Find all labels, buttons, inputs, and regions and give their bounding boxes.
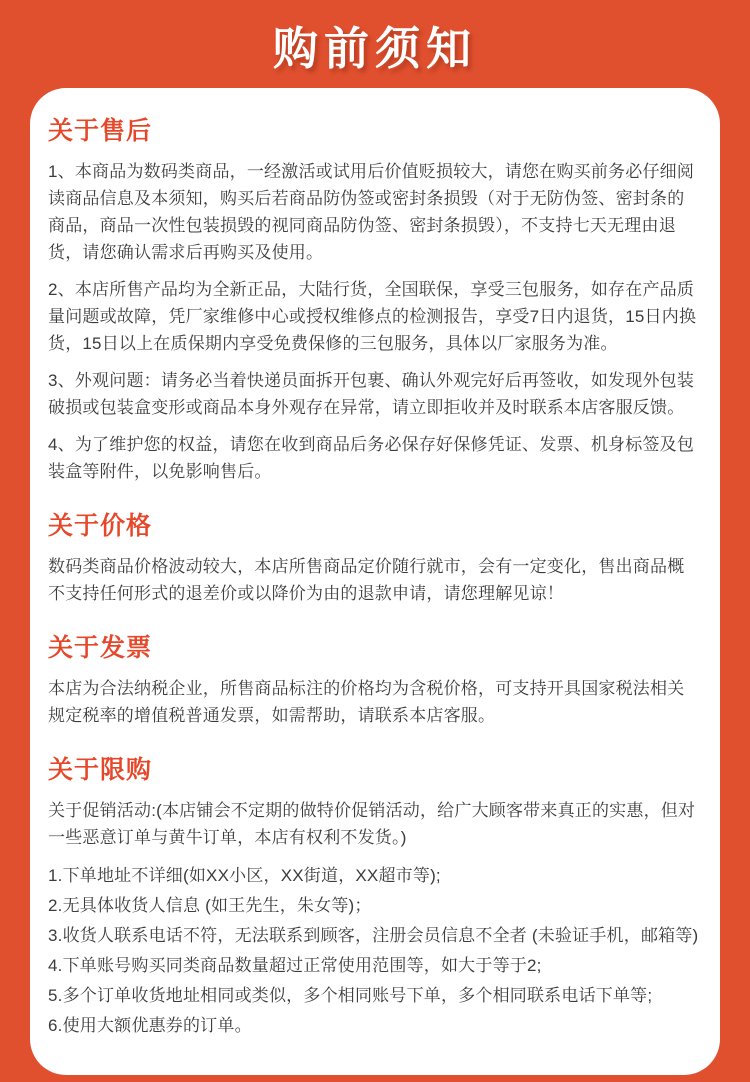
after-sales-paragraph-2: 2、本店所售产品均为全新正品，大陆行货，全国联保，享受三包服务，如存在产品质量问题或故障，凭厂家维修中心或授权维修点的检测报告，享受7日内退货，15日内换货，15日以上在质保期内享受免费保修的三包服务，具体以厂家服务为准。 xyxy=(48,280,697,353)
section-purchase-limit xyxy=(48,755,700,1041)
limit-list-item-2: 2.无具体收货人信息 (如王先生，朱女等)； xyxy=(48,896,372,915)
section-after-sales xyxy=(48,116,700,485)
purchase-limit-list xyxy=(48,861,700,1041)
section-invoice xyxy=(48,633,700,729)
page-header xyxy=(0,0,750,88)
invoice-paragraph: 本店为合法纳税企业，所售商品标注的价格均为含税价格，可支持开具国家税法相关规定税率的增值税普通发票，如需帮助，请联系本店客服。 xyxy=(48,679,685,725)
price-heading: 关于价格 xyxy=(48,512,153,540)
after-sales-heading: 关于售后 xyxy=(48,117,153,145)
limit-list-item-5: 5.多个订单收货地址相同或类似，多个相同账号下单，多个相同联系电话下单等; xyxy=(48,986,653,1005)
limit-list-item-3: 3.收货人联系电话不符，无法联系到顾客，注册会员信息不全者 (未验证手机，邮箱等) xyxy=(48,926,699,945)
limit-list-item-4: 4.下单账号购买同类商品数量超过正常使用范围等，如大于等于2; xyxy=(48,956,542,975)
purchase-limit-intro: 关于促销活动:(本店铺会不定期的做特价促销活动，给广大顾客带来真正的实惠，但对一些恶意订单与黄牛订单，本店有权利不发货。) xyxy=(48,801,696,847)
notice-card xyxy=(30,88,720,1075)
section-price xyxy=(48,511,700,607)
after-sales-paragraph-4: 4、为了维护您的权益，请您在收到商品后务必保存好保修凭证、发票、机身标签及包装盒等附件，以免影响售后。 xyxy=(48,435,695,481)
invoice-heading: 关于发票 xyxy=(48,634,153,662)
after-sales-paragraph-3: 3、外观问题：请务必当着快递员面拆开包裹、确认外观完好后再签收，如发现外包装破损或包装盒变形或商品本身外观存在异常，请立即拒收并及时联系本店客服反馈。 xyxy=(48,371,695,417)
limit-list-item-6: 6.使用大额优惠券的订单。 xyxy=(48,1016,252,1035)
purchase-limit-heading: 关于限购 xyxy=(48,756,153,784)
after-sales-paragraph-1: 1、本商品为数码类商品，一经激活或试用后价值贬损较大，请您在购买前务必仔细阅读商品信息及本须知，购买后若商品防伪签或密封条损毁（对于无防伪签、密封条的商品，商品一次性包装损毁的视同商品防伪签、密封条损毁），不支持七天无理由退货，请您确认需求后再购买及使用。 xyxy=(48,162,695,262)
limit-list-item-1: 1.下单地址不详细(如XX小区，XX街道，XX超市等); xyxy=(48,866,441,885)
page-title: 购前须知 xyxy=(272,22,477,74)
price-paragraph: 数码类商品价格波动较大，本店所售商品定价随行就市，会有一定变化，售出商品概不支持任何形式的退差价或以降价为由的退款申请，请您理解见谅！ xyxy=(48,557,685,603)
